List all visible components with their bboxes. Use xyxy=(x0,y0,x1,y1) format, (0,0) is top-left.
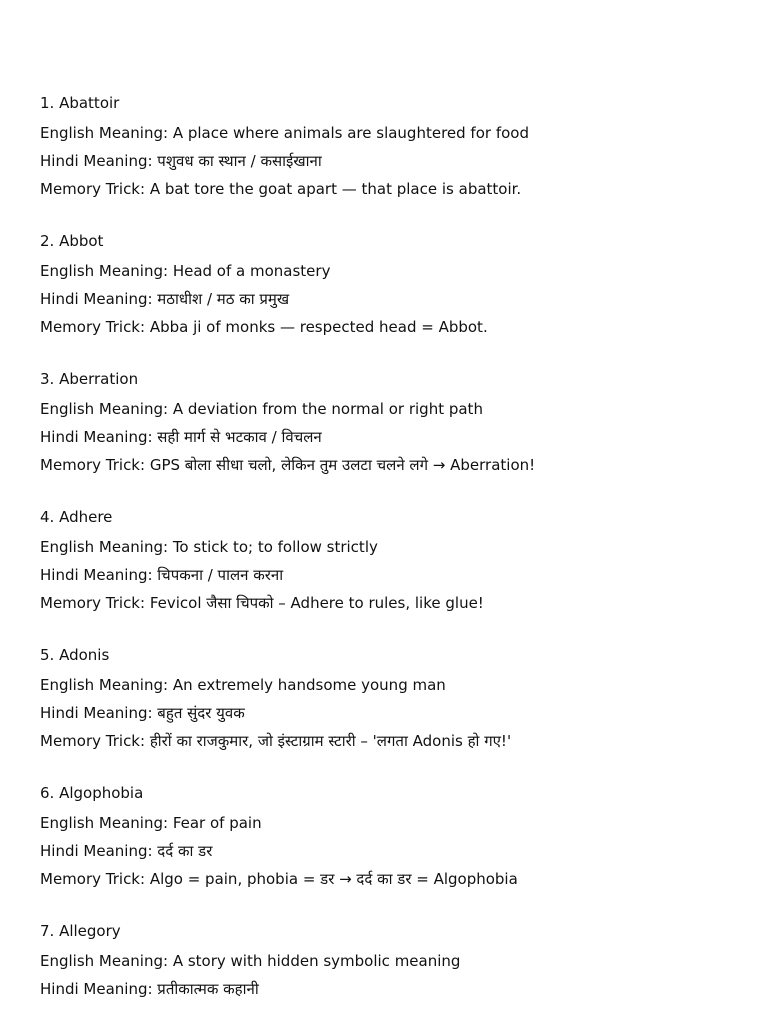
memory-trick: Memory Trick: हीरों का राजकुमार, जो इंस्टाग्राम स्टारी – 'लगता Adonis हो गए!' xyxy=(40,732,512,750)
vocab-entry-adonis xyxy=(40,644,768,758)
hindi-meaning: Hindi Meaning: प्रतीकात्मक कहानी xyxy=(40,980,259,998)
hindi-meaning: Hindi Meaning: दर्द का डर xyxy=(40,842,213,860)
hindi-meaning: Hindi Meaning: पशुवध का स्थान / कसाईखाना xyxy=(40,152,322,170)
entry-title: 3. Aberration xyxy=(40,370,139,388)
english-meaning: English Meaning: Head of a monastery xyxy=(40,262,331,280)
hindi-meaning: Hindi Meaning: बहुत सुंदर युवक xyxy=(40,704,245,722)
vocab-entry-adhere xyxy=(40,506,768,620)
memory-trick: Memory Trick: Algo = pain, phobia = डर → दर्द का डर = Algophobia xyxy=(40,870,518,888)
english-meaning: English Meaning: Fear of pain xyxy=(40,814,262,832)
vocab-entry-algophobia xyxy=(40,782,768,896)
english-meaning: English Meaning: An extremely handsome young man xyxy=(40,676,446,694)
memory-trick: Memory Trick: GPS बोला सीधा चलो, लेकिन तुम उलटा चलने लगे → Aberration! xyxy=(40,456,536,474)
vocab-entry-abbot xyxy=(40,230,768,344)
entry-title: 7. Allegory xyxy=(40,922,121,940)
memory-trick: Memory Trick: A bat tore the goat apart — that place is abattoir. xyxy=(40,180,522,198)
entry-title: 2. Abbot xyxy=(40,232,104,250)
entry-title: 4. Adhere xyxy=(40,508,113,526)
vocab-entry-aberration xyxy=(40,368,768,482)
english-meaning: English Meaning: A story with hidden symbolic meaning xyxy=(40,952,461,970)
hindi-meaning: Hindi Meaning: सही मार्ग से भटकाव / विचलन xyxy=(40,428,322,446)
entry-title: 5. Adonis xyxy=(40,646,110,664)
hindi-meaning: Hindi Meaning: मठाधीश / मठ का प्रमुख xyxy=(40,290,290,308)
memory-trick: Memory Trick: Abba ji of monks — respected head = Abbot. xyxy=(40,318,488,336)
entry-title: 1. Abattoir xyxy=(40,94,120,112)
vocab-entry-allegory xyxy=(40,920,768,1006)
hindi-meaning: Hindi Meaning: चिपकना / पालन करना xyxy=(40,566,284,584)
english-meaning: English Meaning: To stick to; to follow strictly xyxy=(40,538,378,556)
english-meaning: English Meaning: A place where animals are slaughtered for food xyxy=(40,124,529,142)
entry-title: 6. Algophobia xyxy=(40,784,144,802)
english-meaning: English Meaning: A deviation from the normal or right path xyxy=(40,400,483,418)
memory-trick: Memory Trick: Fevicol जैसा चिपको – Adhere to rules, like glue! xyxy=(40,594,484,612)
vocab-entry-abattoir xyxy=(40,92,768,206)
